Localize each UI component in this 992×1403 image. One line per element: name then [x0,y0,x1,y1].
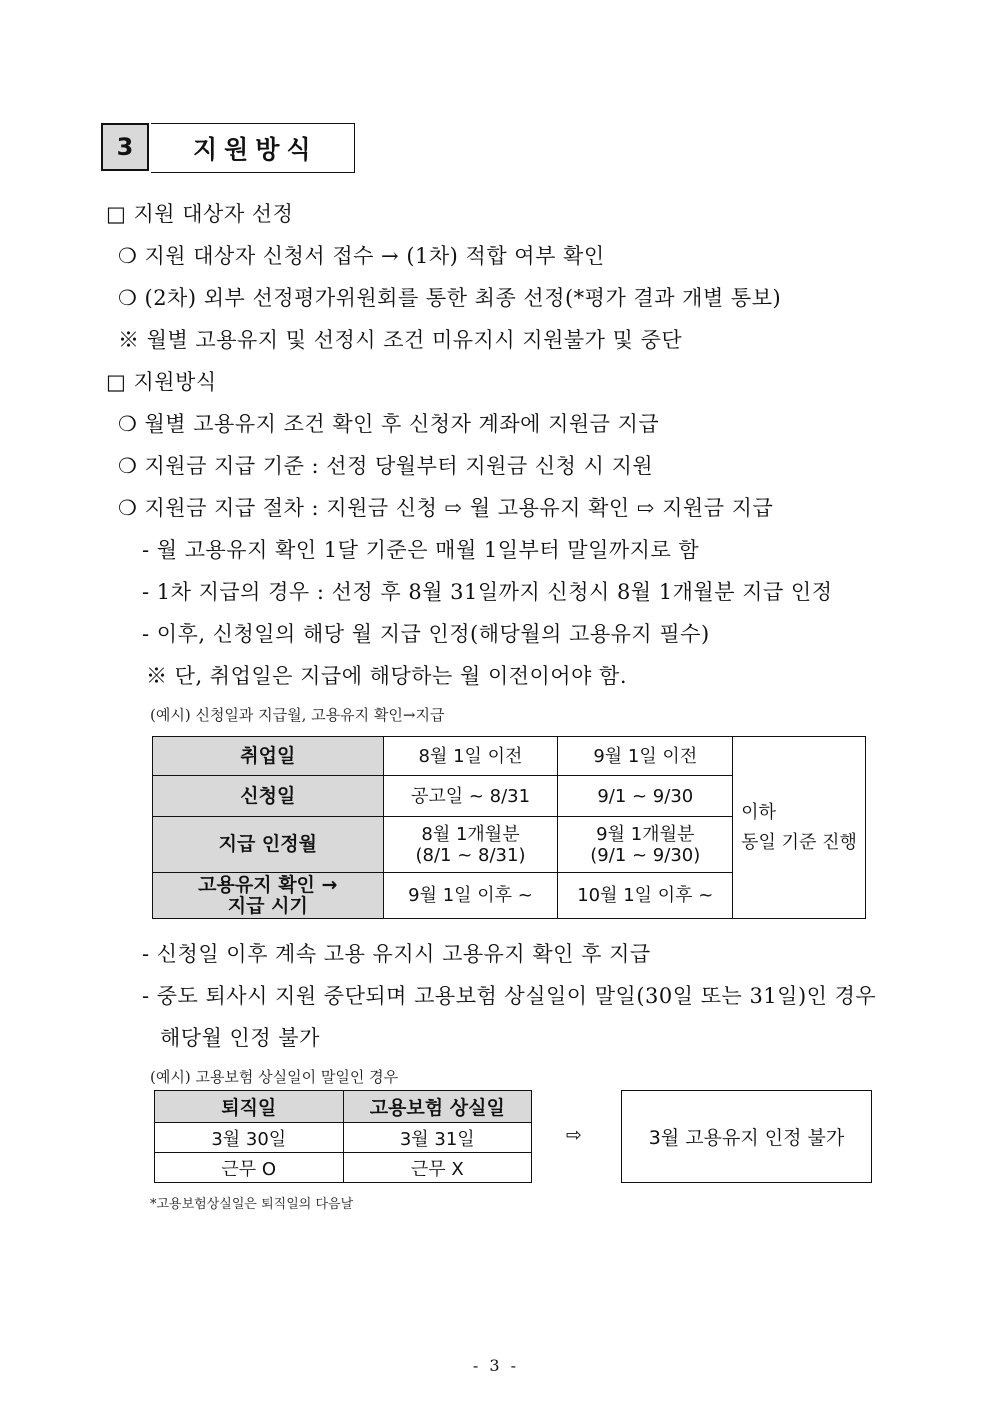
result-box: 3월 고용유지 인정 불가 [621,1090,872,1183]
table-cell: 10월 1일 이후 ~ [558,873,733,919]
dash-after: - 이후, 신청일의 해당 월 지급 인정(해당월의 고용유지 필수) [142,622,710,646]
heading-support-method: □ 지원방식 [106,370,217,394]
table-cell: 9/1 ~ 9/30 [558,776,733,817]
row-header: 지급 인정월 [153,817,384,873]
column-header: 고용보험 상실일 [343,1091,532,1123]
row-header: 신청일 [153,776,384,817]
right-arrow-icon: ⇨ [566,1124,582,1146]
table-cell: 9월 1일 이후 ~ [383,873,558,919]
table-cell: 3월 30일 [155,1123,344,1153]
note-employment-date: ※ 단, 취업일은 지급에 해당하는 월 이전이어야 함. [146,664,628,688]
table-cell: 9월 1개월분 (9/1 ~ 9/30) [558,817,733,873]
bullet-external-review: ❍ (2차) 외부 선정평가위원회를 통한 최종 선정(*평가 결과 개별 통보) [118,286,782,310]
bullet-payment-criteria: ❍ 지원금 지급 기준 : 선정 당월부터 지원금 신청 시 지원 [118,454,654,478]
table-cell: 근무 X [343,1153,532,1183]
row-header: 취업일 [153,737,384,776]
section-number: 3 [101,123,149,171]
column-header: 퇴직일 [155,1091,344,1123]
footnote: *고용보험상실일은 퇴직일의 다음날 [150,1197,354,1212]
table-cell: 근무 O [155,1153,344,1183]
table-row [155,1091,532,1123]
example2-caption: (예시) 고용보험 상실일이 말일인 경우 [150,1068,399,1086]
page-number: - 3 - [472,1356,520,1375]
bullet-application: ❍ 지원 대상자 신청서 접수 → (1차) 적합 여부 확인 [118,244,605,268]
bullet-payment: ❍ 월별 고용유지 조건 확인 후 신청자 계좌에 지원금 지급 [118,412,660,436]
dash-continued-employment: - 신청일 이후 계속 고용 유지시 고용유지 확인 후 지급 [142,942,651,966]
dash-first-payment: - 1차 지급의 경우 : 선정 후 8월 31일까지 신청시 8월 1개월분 지급 인정 [142,580,833,604]
table-cell: 공고일 ~ 8/31 [383,776,558,817]
payment-schedule-table [152,736,866,919]
bullet-payment-procedure: ❍ 지원금 지급 절차 : 지원금 신청 ⇨ 월 고용유지 확인 ⇨ 지원금 지급 [118,496,774,520]
heading-support-target: □ 지원 대상자 선정 [106,202,294,226]
dash-midway-resignation: - 중도 퇴사시 지원 중단되며 고용보험 상실일이 말일(30일 또는 31일)인 경우 [142,984,877,1008]
table-note: 이하 동일 기준 진행 [733,737,866,919]
table-row [155,1123,532,1153]
section-title: 지원방식 [151,123,355,173]
table-cell: 8월 1개월분 (8/1 ~ 8/31) [383,817,558,873]
dash-month-criteria: - 월 고용유지 확인 1달 기준은 매월 1일부터 말일까지로 함 [142,538,700,562]
table-row [153,737,866,776]
table-row [155,1153,532,1183]
row-header: 고용유지 확인 → 지급 시기 [153,873,384,919]
dash-midway-resignation-cont: 해당월 인정 불가 [160,1026,320,1050]
insurance-loss-table [154,1090,532,1183]
table-cell: 3월 31일 [343,1123,532,1153]
note-monthly-condition: ※ 월별 고용유지 및 선정시 조건 미유지시 지원불가 및 중단 [118,328,683,352]
example1-caption: (예시) 신청일과 지급월, 고용유지 확인→지급 [150,706,445,724]
table-cell: 8월 1일 이전 [383,737,558,776]
table-cell: 9월 1일 이전 [558,737,733,776]
